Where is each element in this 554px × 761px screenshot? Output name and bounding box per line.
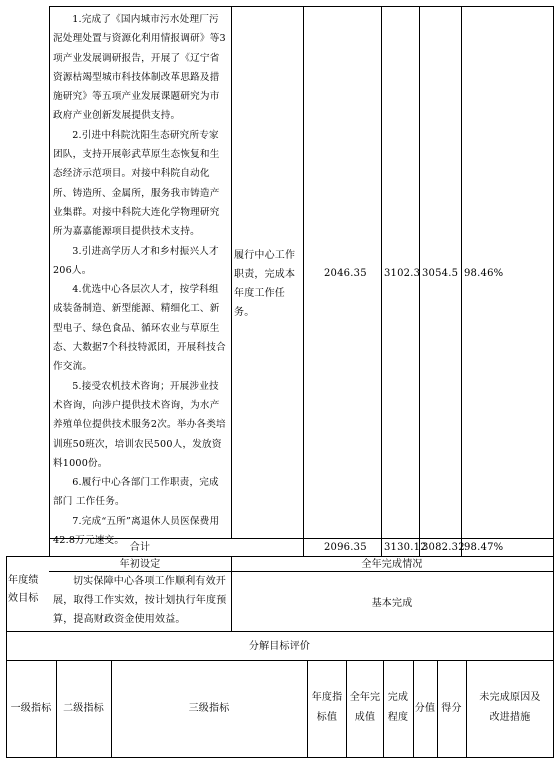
eval-header-actual: 全年完成值 bbox=[349, 692, 381, 723]
achievement-item-1: 1.完成了《国内城市污水处理厂污泥处理处置与资源化利用情报调研》等3项产业发展调研报告，开展了《辽宁省资源枯竭型城市科技体制改革思路及措施研究》等五项产业发展课题研究为市政府产业创新发展提供支持。 bbox=[53, 14, 226, 122]
achievement-item-2: 2.引进中科院沈阳生态研究所专家团队，支持开展彰武草原生态恢复和生态经济示范项目。对接中科院自动化所、铸造所、金属所，服务我市铸造产业集群。对接中科院大连化学物理研究所为嘉嘉能源项目提供技术支持。 bbox=[53, 129, 220, 238]
col-divider-duty-v1 bbox=[303, 6, 304, 557]
top-value-3: 3054.5 bbox=[422, 268, 459, 279]
goal-col-left-header: 年初设定 bbox=[119, 559, 161, 570]
top-value-4: 98.46% bbox=[464, 268, 504, 279]
goal-right-text: 基本完成 bbox=[371, 598, 413, 609]
eval-header-level2: 二级指标 bbox=[63, 703, 104, 714]
col-divider-text-duty bbox=[231, 6, 232, 539]
col-divider-eval-8 bbox=[466, 660, 467, 758]
row-divider-eval-bottom bbox=[6, 757, 553, 758]
eval-header-level1: 一级指标 bbox=[10, 703, 52, 714]
achievements-text bbox=[53, 10, 228, 550]
col-divider-eval-3 bbox=[307, 660, 308, 758]
goal-left-paragraph: 切实保障中心各项工作顺利有效开展，取得工作实效，按计划执行年度预算，提高财政资金使用效益。 bbox=[53, 576, 227, 625]
total-value-2: 3130.12 bbox=[384, 542, 427, 553]
goal-side-label: 年度绩效目标 bbox=[8, 575, 39, 604]
col-divider-v1-v2 bbox=[381, 6, 382, 557]
achievement-item-4: 4.优选中心各层次人才，按学科组成装备制造、新型能源、精细化工、新型电子、绿色食品、循环农业与草原生态、大数据7个科技特派团，开展科技合作交流。 bbox=[53, 284, 226, 373]
achievement-item-3: 3.引进高学历人才和乡村振兴人才206人。 bbox=[53, 245, 219, 276]
total-value-4: 98.47% bbox=[464, 542, 504, 553]
eval-header-target: 年度指标值 bbox=[311, 692, 343, 723]
table-border-top bbox=[49, 6, 553, 7]
total-label: 合计 bbox=[129, 542, 151, 553]
eval-header-score: 得分 bbox=[441, 703, 462, 714]
achievement-item-7: 7.完成“五所”离退休人员医保费用42.8万元速交。 bbox=[53, 515, 220, 547]
eval-header-reason: 未完成原因及改进措施 bbox=[479, 692, 541, 723]
total-value-1: 2096.35 bbox=[324, 542, 367, 553]
col-divider-left-outer bbox=[49, 6, 50, 557]
goal-col-right-header: 全年完成情况 bbox=[361, 559, 423, 570]
eval-title: 分解目标评价 bbox=[248, 641, 311, 652]
top-value-2: 3102.3 bbox=[384, 268, 421, 279]
duty-text: 履行中心工作职责，完成本年度工作任务。 bbox=[234, 250, 296, 318]
row-divider-eval-title bbox=[6, 660, 553, 661]
col-divider-eval-5 bbox=[383, 660, 384, 758]
col-divider-v3-v4 bbox=[461, 6, 462, 557]
eval-header-level3: 三级指标 bbox=[188, 703, 230, 714]
achievement-item-5: 5.接受农机技术咨询；开展涉业技术咨询，向涉户提供技术咨询，为水产养殖单位提供技术服务2次。举办各类培训班50班次，培训农民500人，发放资料1000份。 bbox=[53, 380, 226, 469]
goal-left-text bbox=[53, 572, 228, 629]
achievement-item-6: 6.履行中心各部门工作职责，完成部门 工作任务。 bbox=[53, 477, 219, 508]
eval-header-degree: 完成程度 bbox=[387, 692, 409, 723]
row-divider-goal-bottom bbox=[6, 631, 553, 632]
top-value-1: 2046.35 bbox=[324, 268, 367, 279]
total-value-3: 3082.32 bbox=[422, 542, 465, 553]
col-divider-eval-4 bbox=[346, 660, 347, 758]
col-divider-far-left bbox=[6, 556, 7, 758]
eval-header-score-value: 分值 bbox=[414, 703, 436, 714]
